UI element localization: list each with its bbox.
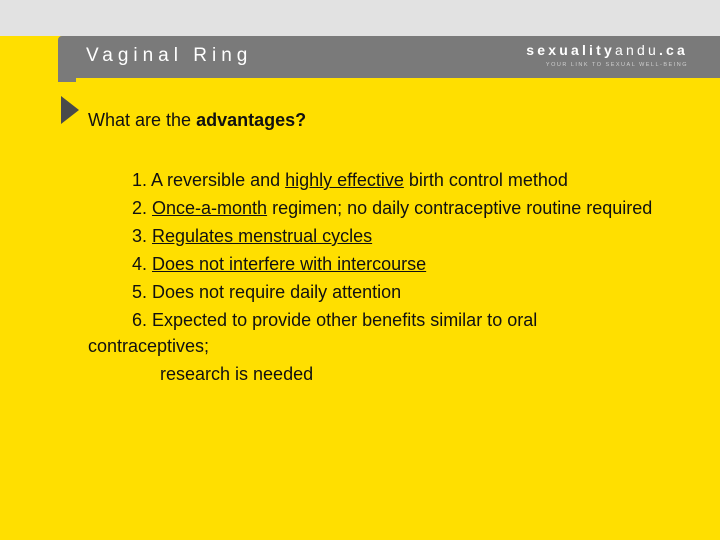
slide-title: Vaginal Ring [86, 45, 253, 66]
item-number: 5. [132, 282, 153, 302]
brand-logo [526, 42, 688, 68]
list-item [88, 307, 658, 359]
item-number: 1. [132, 170, 152, 190]
item-text-after: regimen; no daily contraceptive routine required [267, 198, 653, 218]
item-underlined: Does not interfere with intercourse [152, 254, 427, 274]
item-text: A reversible and [151, 170, 286, 190]
item-number: 2. [132, 198, 153, 218]
question-bold: advantages? [196, 110, 307, 130]
item-text: Does not require daily attention [152, 282, 402, 302]
question-heading [88, 110, 306, 131]
list-item [88, 167, 658, 193]
bullet-arrow-icon [61, 96, 79, 124]
top-strip [0, 0, 720, 36]
brand-tagline: YOUR LINK TO SEXUAL WELL-BEING [545, 62, 688, 68]
continuation-line: research is needed [160, 364, 314, 384]
brand-prefix: sexuality [526, 42, 615, 58]
item-number: 6. [132, 310, 153, 330]
list-item [88, 195, 658, 221]
list-item [88, 251, 658, 277]
item-text: Expected to provide other benefits similar to oral contraceptives; [88, 310, 538, 356]
item-text-after: birth control method [403, 170, 568, 190]
item-underlined: highly effective [285, 170, 404, 190]
list-item [88, 223, 658, 249]
advantages-list [88, 167, 658, 387]
list-item [88, 279, 658, 305]
question-prefix: What are the [88, 110, 197, 130]
brand-mid: andu [614, 42, 659, 58]
brand-suffix: .ca [658, 42, 688, 58]
item-number: 4. [132, 254, 153, 274]
brand-name [526, 42, 688, 58]
item-number: 3. [132, 226, 153, 246]
item-underlined: Regulates menstrual cycles [152, 226, 373, 246]
item-underlined: Once-a-month [152, 198, 268, 218]
